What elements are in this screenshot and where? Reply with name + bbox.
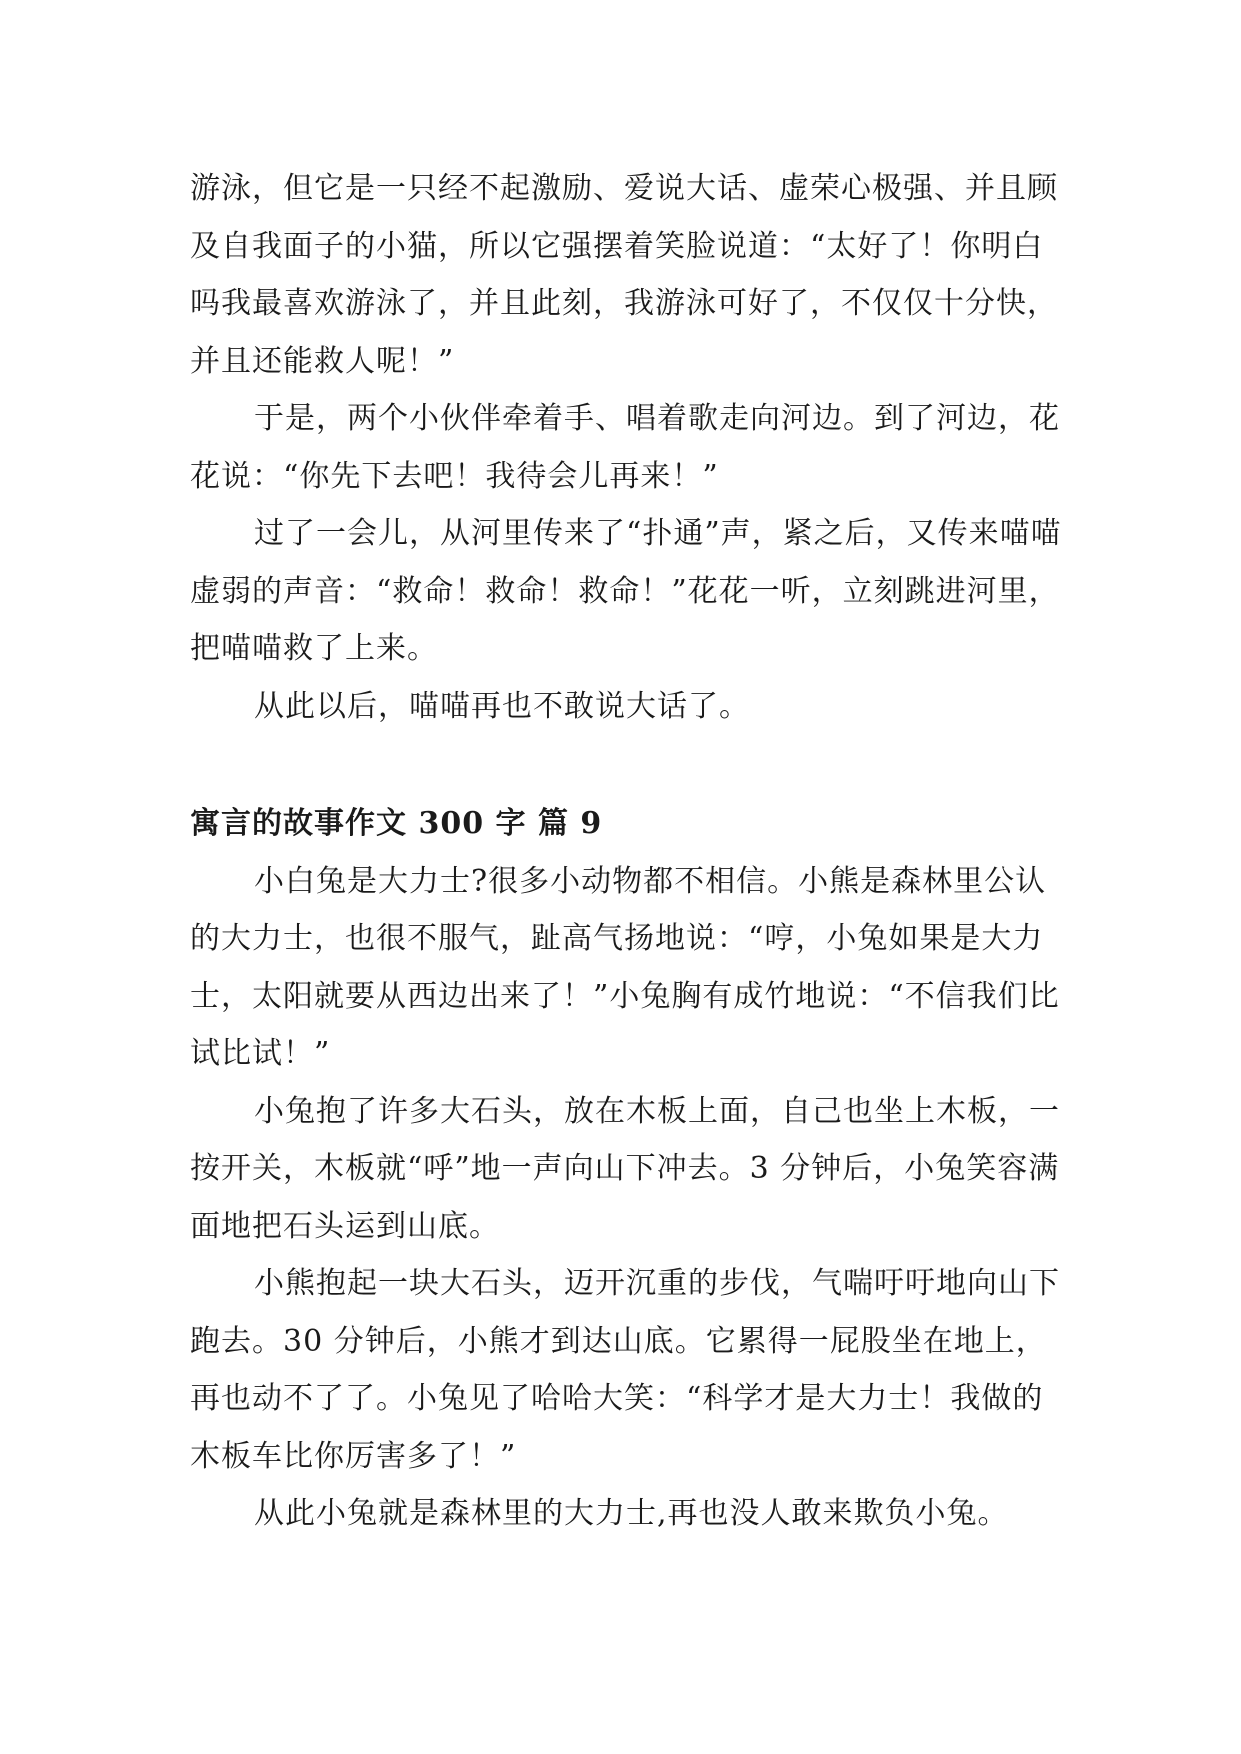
document-body [190, 160, 1070, 1543]
paragraph-b2: 小兔抱了许多大石头，放在木板上面，自己也坐上木板，一按开关，木板就“呼”地一声向山下冲去。3 分钟后，小兔笑容满面地把石头运到山底。 [190, 1093, 1060, 1244]
paragraph-a2: 于是，两个小伙伴牵着手、唱着歌走向河边。到了河边，花花说：“你先下去吧！我待会儿再来！” [190, 401, 1060, 494]
section-heading: 寓言的故事作文 300 字 篇 9 [190, 806, 603, 841]
paragraph-a1: 游泳，但它是一只经不起激励、爱说大话、虚荣心极强、并且顾及自我面子的小猫，所以它强摆着笑脸说道：“太好了！你明白吗我最喜欢游泳了，并且此刻，我游泳可好了，不仅仅十分快，并且还能救人呢！” [190, 171, 1058, 379]
paragraph-b4: 从此小兔就是森林里的大力士,再也没人敢来欺负小兔。 [254, 1496, 1009, 1531]
paragraph-a4: 从此以后，喵喵再也不敢说大话了。 [254, 688, 750, 724]
paragraph-b1: 小白兔是大力士?很多小动物都不相信。小熊是森林里公认的大力士，也很不服气，趾高气扬地说：“哼，小兔如果是大力士，太阳就要从西边出来了！”小兔胸有成竹地说：“不信我们比试比试！” [190, 863, 1060, 1071]
paragraph-a3: 过了一会儿，从河里传来了“扑通”声，紧之后，又传来喵喵虚弱的声音：“救命！救命！救命！”花花一听，立刻跳进河里，把喵喵救了上来。 [190, 516, 1062, 666]
section-spacer [190, 735, 1070, 795]
paragraph-b3: 小熊抱起一块大石头，迈开沉重的步伐，气喘吁吁地向山下跑去。30 分钟后，小熊才到达山底。它累得一屁股坐在地上，再也动不了了。小兔见了哈哈大笑：“科学才是大力士！我做的木板车比你厉害多了！” [190, 1266, 1060, 1474]
